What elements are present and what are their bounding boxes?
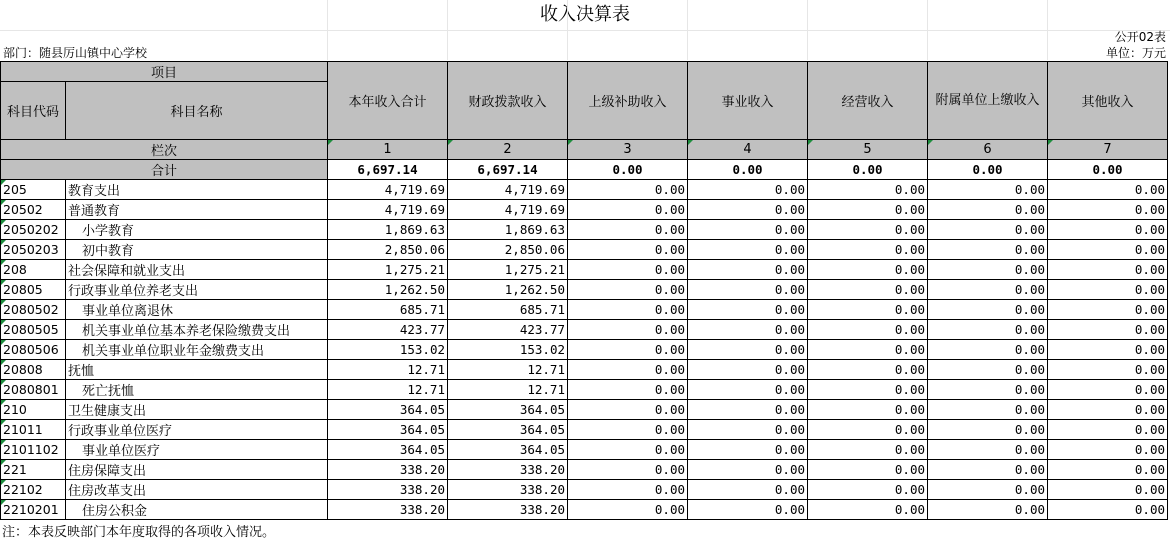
amount-cell: 0.00 xyxy=(928,300,1048,320)
amount-cell: 0.00 xyxy=(808,460,928,480)
table-body xyxy=(1,180,1168,520)
amount-cell: 0.00 xyxy=(1048,220,1168,240)
unit-label: 单位：万元 xyxy=(1105,46,1166,60)
amount-cell: 0.00 xyxy=(568,260,688,280)
header-code: 科目代码 xyxy=(1,82,66,140)
grid-divider xyxy=(567,0,568,60)
amount-cell: 0.00 xyxy=(688,360,808,380)
amount-cell: 685.71 xyxy=(448,300,568,320)
amount-cell: 0.00 xyxy=(688,320,808,340)
total-value: 6,697.14 xyxy=(448,160,568,180)
table-row xyxy=(1,180,1168,200)
amount-cell: 0.00 xyxy=(928,380,1048,400)
amount-cell: 0.00 xyxy=(928,260,1048,280)
table-row xyxy=(1,340,1168,360)
amount-cell: 0.00 xyxy=(1048,480,1168,500)
subject-code: 2080506 xyxy=(1,340,66,360)
amount-cell: 0.00 xyxy=(928,480,1048,500)
amount-cell: 2,850.06 xyxy=(448,240,568,260)
header-col-3: 上级补助收入 xyxy=(568,62,688,140)
amount-cell: 0.00 xyxy=(688,180,808,200)
amount-cell: 0.00 xyxy=(808,400,928,420)
amount-cell: 0.00 xyxy=(568,500,688,520)
amount-cell: 0.00 xyxy=(808,240,928,260)
subject-name: 初中教育 xyxy=(66,240,328,260)
header-col-1: 本年收入合计 xyxy=(328,62,448,140)
amount-cell: 0.00 xyxy=(568,360,688,380)
subject-name: 死亡抚恤 xyxy=(66,380,328,400)
column-number: 2 xyxy=(448,140,568,160)
amount-cell: 12.71 xyxy=(328,360,448,380)
amount-cell: 153.02 xyxy=(448,340,568,360)
amount-cell: 0.00 xyxy=(928,500,1048,520)
amount-cell: 1,262.50 xyxy=(448,280,568,300)
amount-cell: 0.00 xyxy=(1048,500,1168,520)
subject-code: 2080801 xyxy=(1,380,66,400)
amount-cell: 0.00 xyxy=(1048,280,1168,300)
amount-cell: 0.00 xyxy=(808,360,928,380)
amount-cell: 0.00 xyxy=(928,220,1048,240)
amount-cell: 12.71 xyxy=(328,380,448,400)
form-number: 公开02表 xyxy=(1114,30,1166,44)
grid-divider xyxy=(687,0,688,60)
amount-cell: 0.00 xyxy=(688,480,808,500)
table-row xyxy=(1,360,1168,380)
amount-cell: 0.00 xyxy=(928,340,1048,360)
total-value: 0.00 xyxy=(808,160,928,180)
amount-cell: 0.00 xyxy=(808,200,928,220)
grid-divider xyxy=(447,0,448,60)
subject-code: 2050203 xyxy=(1,240,66,260)
amount-cell: 4,719.69 xyxy=(448,180,568,200)
amount-cell: 338.20 xyxy=(448,500,568,520)
total-value: 0.00 xyxy=(1048,160,1168,180)
amount-cell: 0.00 xyxy=(688,300,808,320)
amount-cell: 0.00 xyxy=(568,220,688,240)
amount-cell: 0.00 xyxy=(1048,400,1168,420)
amount-cell: 0.00 xyxy=(688,380,808,400)
total-value: 0.00 xyxy=(928,160,1048,180)
subject-name: 行政事业单位养老支出 xyxy=(66,280,328,300)
table-row xyxy=(1,300,1168,320)
subject-code: 22102 xyxy=(1,480,66,500)
column-number: 4 xyxy=(688,140,808,160)
table-row xyxy=(1,420,1168,440)
amount-cell: 0.00 xyxy=(928,240,1048,260)
amount-cell: 364.05 xyxy=(328,440,448,460)
table-row xyxy=(1,200,1168,220)
subject-code: 210 xyxy=(1,400,66,420)
amount-cell: 1,275.21 xyxy=(328,260,448,280)
subject-code: 20502 xyxy=(1,200,66,220)
subject-code: 2101102 xyxy=(1,440,66,460)
amount-cell: 0.00 xyxy=(688,500,808,520)
amount-cell: 364.05 xyxy=(448,440,568,460)
amount-cell: 0.00 xyxy=(928,440,1048,460)
amount-cell: 0.00 xyxy=(1048,380,1168,400)
amount-cell: 0.00 xyxy=(808,300,928,320)
amount-cell: 0.00 xyxy=(688,420,808,440)
amount-cell: 338.20 xyxy=(448,460,568,480)
amount-cell: 0.00 xyxy=(568,380,688,400)
amount-cell: 0.00 xyxy=(568,200,688,220)
amount-cell: 0.00 xyxy=(568,480,688,500)
subject-name: 住房公积金 xyxy=(66,500,328,520)
amount-cell: 0.00 xyxy=(928,360,1048,380)
subject-name: 教育支出 xyxy=(66,180,328,200)
amount-cell: 0.00 xyxy=(688,280,808,300)
column-number: 7 xyxy=(1048,140,1168,160)
grid-divider xyxy=(327,0,328,60)
subject-code: 2210201 xyxy=(1,500,66,520)
amount-cell: 4,719.69 xyxy=(328,180,448,200)
column-number: 1 xyxy=(328,140,448,160)
amount-cell: 0.00 xyxy=(1048,180,1168,200)
amount-cell: 0.00 xyxy=(1048,300,1168,320)
amount-cell: 0.00 xyxy=(1048,340,1168,360)
page-title: 收入决算表 xyxy=(0,0,1170,31)
amount-cell: 0.00 xyxy=(928,460,1048,480)
subject-code: 2080505 xyxy=(1,320,66,340)
amount-cell: 0.00 xyxy=(568,280,688,300)
subject-name: 行政事业单位医疗 xyxy=(66,420,328,440)
column-number: 3 xyxy=(568,140,688,160)
amount-cell: 0.00 xyxy=(808,180,928,200)
subject-name: 机关事业单位职业年金缴费支出 xyxy=(66,340,328,360)
amount-cell: 0.00 xyxy=(568,240,688,260)
subject-name: 事业单位离退休 xyxy=(66,300,328,320)
amount-cell: 0.00 xyxy=(1048,320,1168,340)
subject-code: 205 xyxy=(1,180,66,200)
amount-cell: 0.00 xyxy=(808,260,928,280)
table-row xyxy=(1,460,1168,480)
table-row xyxy=(1,480,1168,500)
subject-name: 事业单位医疗 xyxy=(66,440,328,460)
amount-cell: 0.00 xyxy=(808,380,928,400)
amount-cell: 0.00 xyxy=(928,320,1048,340)
amount-cell: 0.00 xyxy=(688,400,808,420)
amount-cell: 0.00 xyxy=(688,260,808,280)
subject-name: 机关事业单位基本养老保险缴费支出 xyxy=(66,320,328,340)
footnote: 注：本表反映部门本年度取得的各项收入情况。 xyxy=(2,525,276,540)
table-row xyxy=(1,220,1168,240)
amount-cell: 0.00 xyxy=(1048,360,1168,380)
grid-divider xyxy=(927,0,928,60)
amount-cell: 338.20 xyxy=(328,460,448,480)
income-table xyxy=(0,61,1168,520)
amount-cell: 0.00 xyxy=(1048,420,1168,440)
amount-cell: 0.00 xyxy=(808,500,928,520)
amount-cell: 0.00 xyxy=(928,180,1048,200)
amount-cell: 0.00 xyxy=(688,240,808,260)
subject-code: 20808 xyxy=(1,360,66,380)
subject-code: 208 xyxy=(1,260,66,280)
amount-cell: 0.00 xyxy=(1048,200,1168,220)
header-col-2: 财政拨款收入 xyxy=(448,62,568,140)
amount-cell: 338.20 xyxy=(328,500,448,520)
amount-cell: 0.00 xyxy=(568,460,688,480)
subject-code: 21011 xyxy=(1,420,66,440)
amount-cell: 0.00 xyxy=(808,320,928,340)
amount-cell: 4,719.69 xyxy=(448,200,568,220)
table-row xyxy=(1,440,1168,460)
header-col-5: 经营收入 xyxy=(808,62,928,140)
subject-code: 2050202 xyxy=(1,220,66,240)
amount-cell: 0.00 xyxy=(568,440,688,460)
amount-cell: 0.00 xyxy=(688,440,808,460)
header-col-7: 其他收入 xyxy=(1048,62,1168,140)
amount-cell: 1,262.50 xyxy=(328,280,448,300)
amount-cell: 0.00 xyxy=(688,460,808,480)
amount-cell: 0.00 xyxy=(1048,460,1168,480)
amount-cell: 0.00 xyxy=(928,200,1048,220)
amount-cell: 0.00 xyxy=(808,440,928,460)
amount-cell: 423.77 xyxy=(448,320,568,340)
amount-cell: 0.00 xyxy=(688,200,808,220)
subject-name: 住房改革支出 xyxy=(66,480,328,500)
total-value: 0.00 xyxy=(568,160,688,180)
amount-cell: 364.05 xyxy=(328,400,448,420)
amount-cell: 4,719.69 xyxy=(328,200,448,220)
table-row xyxy=(1,260,1168,280)
total-value: 0.00 xyxy=(688,160,808,180)
total-label: 合计 xyxy=(1,160,328,180)
column-number: 5 xyxy=(808,140,928,160)
grid-divider xyxy=(807,0,808,60)
header-item: 项目 xyxy=(1,62,328,82)
amount-cell: 0.00 xyxy=(1048,440,1168,460)
amount-cell: 1,869.63 xyxy=(328,220,448,240)
amount-cell: 0.00 xyxy=(568,180,688,200)
amount-cell: 0.00 xyxy=(808,340,928,360)
amount-cell: 153.02 xyxy=(328,340,448,360)
amount-cell: 364.05 xyxy=(448,400,568,420)
table-row xyxy=(1,240,1168,260)
subject-name: 抚恤 xyxy=(66,360,328,380)
table-row xyxy=(1,400,1168,420)
header-col-4: 事业收入 xyxy=(688,62,808,140)
amount-cell: 0.00 xyxy=(568,300,688,320)
subject-code: 2080502 xyxy=(1,300,66,320)
column-number: 6 xyxy=(928,140,1048,160)
amount-cell: 1,275.21 xyxy=(448,260,568,280)
amount-cell: 0.00 xyxy=(808,280,928,300)
amount-cell: 338.20 xyxy=(328,480,448,500)
amount-cell: 0.00 xyxy=(568,340,688,360)
subject-name: 社会保障和就业支出 xyxy=(66,260,328,280)
subject-name: 卫生健康支出 xyxy=(66,400,328,420)
amount-cell: 0.00 xyxy=(928,280,1048,300)
header-lanci: 栏次 xyxy=(1,140,328,160)
amount-cell: 364.05 xyxy=(448,420,568,440)
total-value: 6,697.14 xyxy=(328,160,448,180)
table-row xyxy=(1,380,1168,400)
table-row xyxy=(1,280,1168,300)
amount-cell: 0.00 xyxy=(808,220,928,240)
amount-cell: 0.00 xyxy=(808,420,928,440)
amount-cell: 0.00 xyxy=(1048,260,1168,280)
amount-cell: 12.71 xyxy=(448,360,568,380)
amount-cell: 685.71 xyxy=(328,300,448,320)
amount-cell: 0.00 xyxy=(1048,240,1168,260)
amount-cell: 1,869.63 xyxy=(448,220,568,240)
amount-cell: 0.00 xyxy=(808,480,928,500)
amount-cell: 338.20 xyxy=(448,480,568,500)
table-row xyxy=(1,500,1168,520)
amount-cell: 12.71 xyxy=(448,380,568,400)
amount-cell: 364.05 xyxy=(328,420,448,440)
subject-name: 普通教育 xyxy=(66,200,328,220)
subject-code: 221 xyxy=(1,460,66,480)
header-col-6: 附属单位上缴收入 xyxy=(928,62,1048,140)
subject-code: 20805 xyxy=(1,280,66,300)
grid-divider xyxy=(1047,0,1048,60)
header-name: 科目名称 xyxy=(66,82,328,140)
subject-name: 住房保障支出 xyxy=(66,460,328,480)
subject-name: 小学教育 xyxy=(66,220,328,240)
table-row xyxy=(1,320,1168,340)
amount-cell: 0.00 xyxy=(568,400,688,420)
department-label: 部门：随县厉山镇中心学校 xyxy=(3,46,148,60)
amount-cell: 0.00 xyxy=(688,220,808,240)
amount-cell: 0.00 xyxy=(568,320,688,340)
amount-cell: 423.77 xyxy=(328,320,448,340)
amount-cell: 0.00 xyxy=(688,340,808,360)
amount-cell: 0.00 xyxy=(928,420,1048,440)
amount-cell: 0.00 xyxy=(928,400,1048,420)
amount-cell: 0.00 xyxy=(568,420,688,440)
amount-cell: 2,850.06 xyxy=(328,240,448,260)
